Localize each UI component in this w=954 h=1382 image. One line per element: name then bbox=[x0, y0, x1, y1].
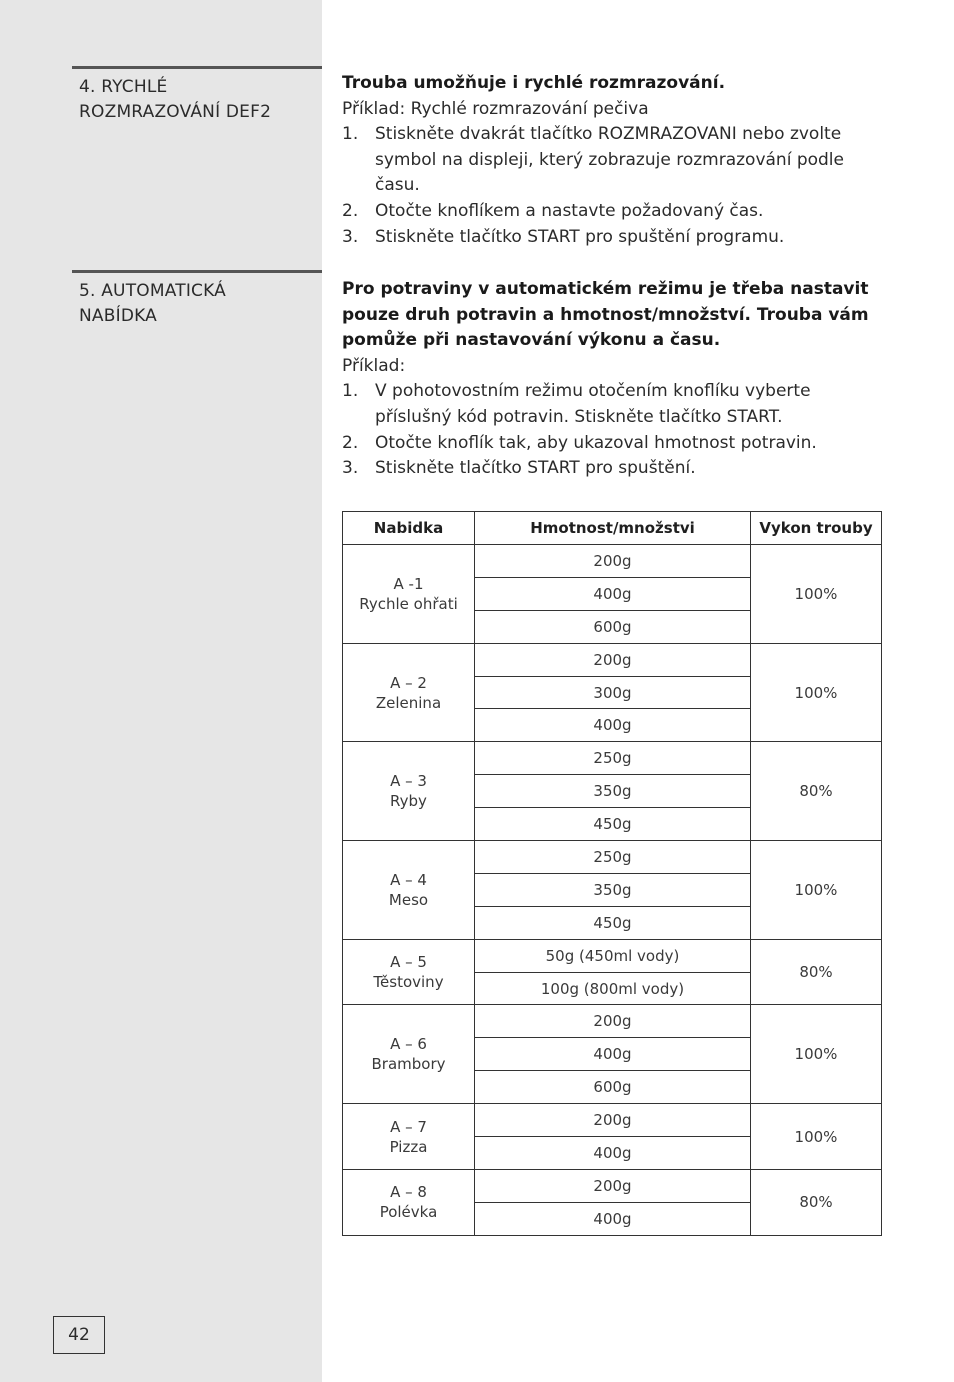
program-code: A – 8 bbox=[390, 1183, 427, 1202]
program-name: Brambory bbox=[371, 1055, 446, 1074]
step-text: Otočte knoflík tak, aby ukazoval hmotnost potravin. bbox=[375, 432, 817, 453]
program-code: A – 5 bbox=[390, 953, 427, 972]
column-header-power: Vykon trouby bbox=[751, 512, 882, 545]
step-number: 3. bbox=[342, 226, 359, 247]
section-lead: Trouba umožňuje i rychlé rozmrazování. bbox=[342, 73, 726, 93]
power-cell: 100% bbox=[751, 1104, 882, 1170]
menu-program-cell bbox=[343, 1104, 475, 1170]
menu-program-cell bbox=[343, 1169, 475, 1235]
step-number: 2. bbox=[342, 200, 359, 221]
table-row bbox=[343, 1169, 882, 1202]
weight-cell: 300g bbox=[475, 676, 751, 709]
steps-list bbox=[342, 122, 887, 250]
program-name: Těstoviny bbox=[373, 973, 444, 992]
power-cell: 100% bbox=[751, 841, 882, 940]
step-text: V pohotovostním režimu otočením knoflíku vyberte příslušný kód potravin. Stiskněte tlačítko START. bbox=[375, 381, 811, 427]
weight-cell: 600g bbox=[475, 1071, 751, 1104]
weight-cell: 450g bbox=[475, 906, 751, 939]
list-item bbox=[342, 431, 887, 457]
table-row bbox=[343, 841, 882, 874]
step-number: 1. bbox=[342, 381, 359, 402]
power-cell: 80% bbox=[751, 939, 882, 1005]
weight-cell: 250g bbox=[475, 841, 751, 874]
section-example: Příklad: Rychlé rozmrazování pečiva bbox=[342, 98, 649, 119]
column-header-weight: Hmotnost/množstvi bbox=[475, 512, 751, 545]
weight-cell: 400g bbox=[475, 577, 751, 610]
step-text: Stiskněte tlačítko START pro spuštění programu. bbox=[375, 226, 785, 247]
list-item bbox=[342, 225, 887, 251]
program-name: Rychle ohřati bbox=[359, 594, 458, 613]
section-example: Příklad: bbox=[342, 355, 406, 376]
weight-cell: 400g bbox=[475, 1137, 751, 1170]
program-name: Zelenina bbox=[375, 693, 442, 712]
weight-cell: 200g bbox=[475, 1104, 751, 1137]
menu-program-cell bbox=[343, 841, 475, 940]
list-item bbox=[342, 379, 887, 430]
sidebar-background bbox=[0, 0, 322, 1382]
power-cell: 100% bbox=[751, 1005, 882, 1104]
table-row bbox=[343, 545, 882, 578]
weight-cell: 400g bbox=[475, 709, 751, 742]
power-cell: 80% bbox=[751, 1169, 882, 1235]
list-item bbox=[342, 199, 887, 225]
program-code: A – 6 bbox=[390, 1035, 427, 1054]
weight-cell: 600g bbox=[475, 610, 751, 643]
auto-menu-table bbox=[342, 511, 882, 1236]
list-item bbox=[342, 122, 887, 199]
program-code: A – 2 bbox=[390, 673, 427, 692]
program-name: Ryby bbox=[390, 792, 427, 811]
power-cell: 80% bbox=[751, 742, 882, 841]
step-text: Otočte knoflíkem a nastavte požadovaný čas. bbox=[375, 200, 764, 221]
section-heading-quick-defrost: 4. RYCHLÉ ROZMRAZOVÁNÍ DEF2 bbox=[72, 66, 322, 125]
weight-cell: 400g bbox=[475, 1038, 751, 1071]
step-number: 3. bbox=[342, 458, 359, 479]
page-number: 42 bbox=[53, 1316, 105, 1354]
weight-cell: 350g bbox=[475, 873, 751, 906]
weight-cell: 400g bbox=[475, 1202, 751, 1235]
menu-program-cell bbox=[343, 643, 475, 742]
weight-cell: 200g bbox=[475, 1169, 751, 1202]
program-code: A – 7 bbox=[390, 1117, 427, 1136]
weight-cell: 200g bbox=[475, 643, 751, 676]
program-name: Polévka bbox=[379, 1203, 438, 1222]
step-number: 2. bbox=[342, 432, 359, 453]
table-row bbox=[343, 742, 882, 775]
steps-list bbox=[342, 379, 887, 481]
menu-program-cell bbox=[343, 1005, 475, 1104]
table-row bbox=[343, 939, 882, 972]
section-body-auto-menu bbox=[342, 277, 887, 482]
column-header-menu: Nabidka bbox=[343, 512, 475, 545]
weight-cell: 250g bbox=[475, 742, 751, 775]
program-name: Pizza bbox=[389, 1137, 428, 1156]
table-row bbox=[343, 1005, 882, 1038]
power-cell: 100% bbox=[751, 643, 882, 742]
table-row bbox=[343, 643, 882, 676]
menu-program-cell bbox=[343, 939, 475, 1005]
weight-cell: 350g bbox=[475, 775, 751, 808]
power-cell: 100% bbox=[751, 545, 882, 644]
weight-cell: 50g (450ml vody) bbox=[475, 939, 751, 972]
weight-cell: 100g (800ml vody) bbox=[475, 972, 751, 1005]
program-code: A – 4 bbox=[390, 870, 427, 889]
table-row bbox=[343, 1104, 882, 1137]
program-code: A – 3 bbox=[390, 772, 427, 791]
menu-program-cell bbox=[343, 545, 475, 644]
program-name: Meso bbox=[388, 890, 429, 909]
program-code: A -1 bbox=[393, 574, 424, 593]
step-number: 1. bbox=[342, 124, 359, 145]
menu-program-cell bbox=[343, 742, 475, 841]
list-item bbox=[342, 456, 887, 482]
table-header-row bbox=[343, 512, 882, 545]
section-body-quick-defrost bbox=[342, 71, 887, 250]
section-heading-auto-menu: 5. AUTOMATICKÁ NABÍDKA bbox=[72, 270, 322, 329]
step-text: Stiskněte tlačítko START pro spuštění. bbox=[375, 458, 696, 479]
weight-cell: 200g bbox=[475, 1005, 751, 1038]
table-body bbox=[343, 545, 882, 1236]
weight-cell: 200g bbox=[475, 545, 751, 578]
weight-cell: 450g bbox=[475, 808, 751, 841]
section-lead: Pro potraviny v automatickém režimu je třeba nastavit pouze druh potravin a hmotnost/množství. Trouba vám pomůže při nastavování výkonu a času. bbox=[342, 279, 869, 351]
step-text: Stiskněte dvakrát tlačítko ROZMRAZOVANI nebo zvolte symbol na displeji, který zobrazuje rozmrazování podle času. bbox=[375, 124, 844, 196]
